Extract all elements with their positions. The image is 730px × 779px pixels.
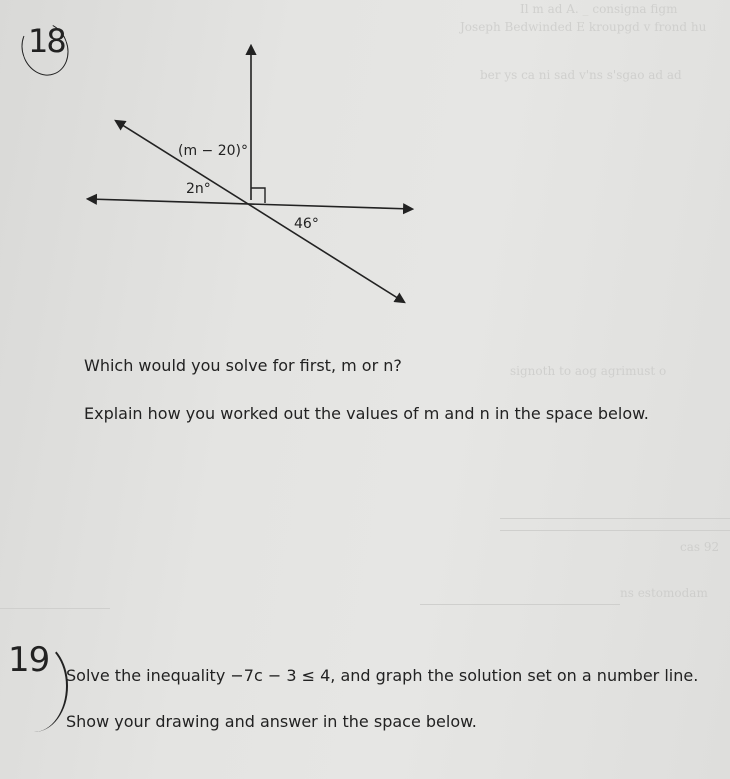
angle-label-bottom: 46° bbox=[294, 216, 319, 232]
angle-label-top: (m − 20)° bbox=[178, 143, 249, 159]
question-18-prompt-1: Which would you solve for first, m or n? bbox=[84, 356, 402, 375]
right-angle-mark bbox=[251, 188, 265, 203]
angle-label-left: 2n° bbox=[186, 181, 211, 197]
question-18-number: 18 bbox=[28, 22, 65, 60]
question-18-prompt-2: Explain how you worked out the values of m and n in the space below. bbox=[84, 404, 649, 423]
question-19-number: 19 bbox=[8, 640, 50, 680]
horizontal-line bbox=[88, 199, 412, 209]
question-19-prompt-1: Solve the inequality −7c − 3 ≤ 4, and graph the solution set on a number line. bbox=[66, 666, 699, 685]
angle-diagram bbox=[0, 0, 730, 360]
transversal-line bbox=[116, 121, 404, 302]
question-19-prompt-2: Show your drawing and answer in the space below. bbox=[66, 712, 477, 731]
